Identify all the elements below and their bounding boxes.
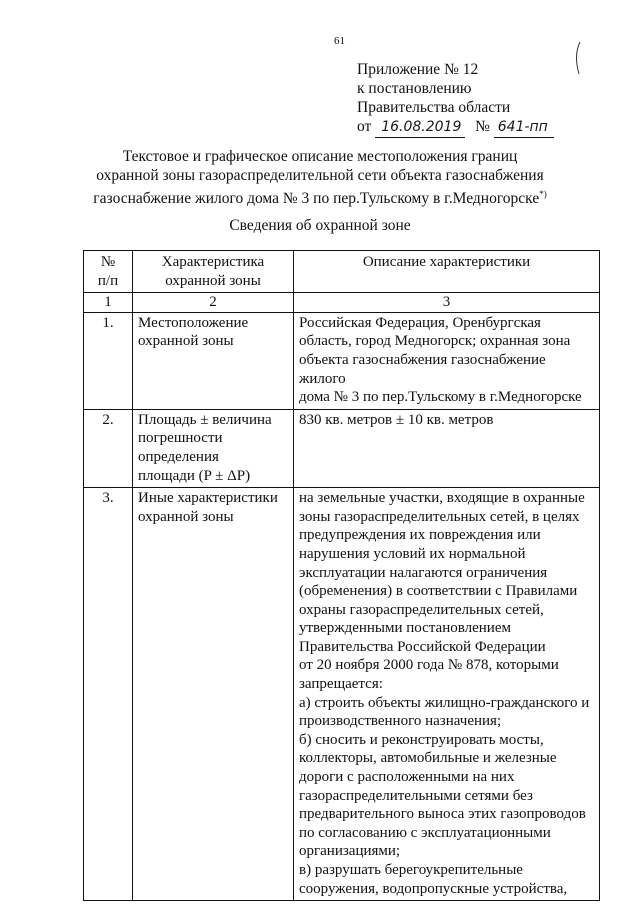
- appendix-date-line: [357, 117, 554, 138]
- header-num-text: № п/п: [97, 254, 119, 289]
- title-line-2: охранной зоны газораспределительной сети объекта газоснабжения: [96, 167, 544, 184]
- handwritten-date: 16.08.2019: [375, 118, 465, 138]
- table-row: [84, 488, 600, 901]
- row-characteristic: Площадь ± величина погрешности определения площади (P ± ΔP): [133, 409, 294, 487]
- title-line-1: Текстовое и графическое описание местоположения границ: [122, 148, 518, 165]
- row-characteristic: Местоположение охранной зоны: [133, 312, 294, 409]
- row-number: 3.: [84, 488, 133, 901]
- row-characteristic: Иные характеристики охранной зоны: [133, 488, 294, 901]
- header-num: [84, 251, 133, 293]
- pen-mark: [573, 40, 585, 76]
- appendix-line-3: Правительства области: [357, 99, 511, 116]
- appendix-line-1: Приложение № 12: [357, 61, 479, 78]
- index-cell: 3: [294, 293, 600, 313]
- from-label: от: [357, 118, 372, 135]
- header-description: [294, 251, 600, 293]
- header-description-text: Описание характеристики: [362, 254, 531, 270]
- index-cell: 1: [84, 293, 133, 313]
- appendix-block: [357, 60, 554, 138]
- row-description: Российская Федерация, Оренбургская область, город Медногорск; охранная зона объекта газоснабжения газоснабжение жилого дома № 3 по пер.Тульскому в г.Медногорске: [294, 312, 600, 409]
- handwritten-number: 641-пп: [494, 118, 554, 138]
- header-characteristic-text: Характеристика охранной зоны: [161, 254, 265, 289]
- footnote-mark: *): [539, 189, 547, 199]
- appendix-line-2: к постановлению: [357, 80, 472, 97]
- table-row: [84, 409, 600, 487]
- row-description: на земельные участки, входящие в охранные зоны газораспределительных сетей, в целях предупреждения их повреждения или нарушения условий их нормальной эксплуатации налагаются ограничения (обременения) в соответствии с Правилами охраны газораспределительных сетей, утвержденными постановлением Правительства Российской Федерации от 20 ноября 2000 года № 878, которыми запрещается: а) строить объекты жилищно-гражданского и производственного назначения; б) сносить и реконструировать мосты, коллекторы, автомобильные и железные дороги с расположенными на них газораспределительными сетями без предварительного выноса этих газопроводов по согласованию с эксплуатационными организациями; в) разрушать берегоукрепительные сооружения, водопропускные устройства,: [294, 488, 600, 901]
- table-row: [84, 312, 600, 409]
- title-line-3-wrap: [0, 185, 640, 208]
- row-description: 830 кв. метров ± 10 кв. метров: [294, 409, 600, 487]
- table-index-row: [84, 293, 600, 313]
- row-number: 1.: [84, 312, 133, 409]
- section-subtitle: Сведения об охранной зоне: [229, 217, 411, 234]
- number-label: №: [475, 118, 490, 135]
- header-characteristic: [133, 251, 294, 293]
- page-number: 61: [334, 35, 345, 47]
- table-header-row: [84, 251, 600, 293]
- row-number: 2.: [84, 409, 133, 487]
- document-title: [0, 147, 640, 208]
- title-line-3: газоснабжение жилого дома № 3 по пер.Тульскому в г.Медногорске: [93, 190, 540, 208]
- zone-info-table: [83, 250, 600, 901]
- index-cell: 2: [133, 293, 294, 313]
